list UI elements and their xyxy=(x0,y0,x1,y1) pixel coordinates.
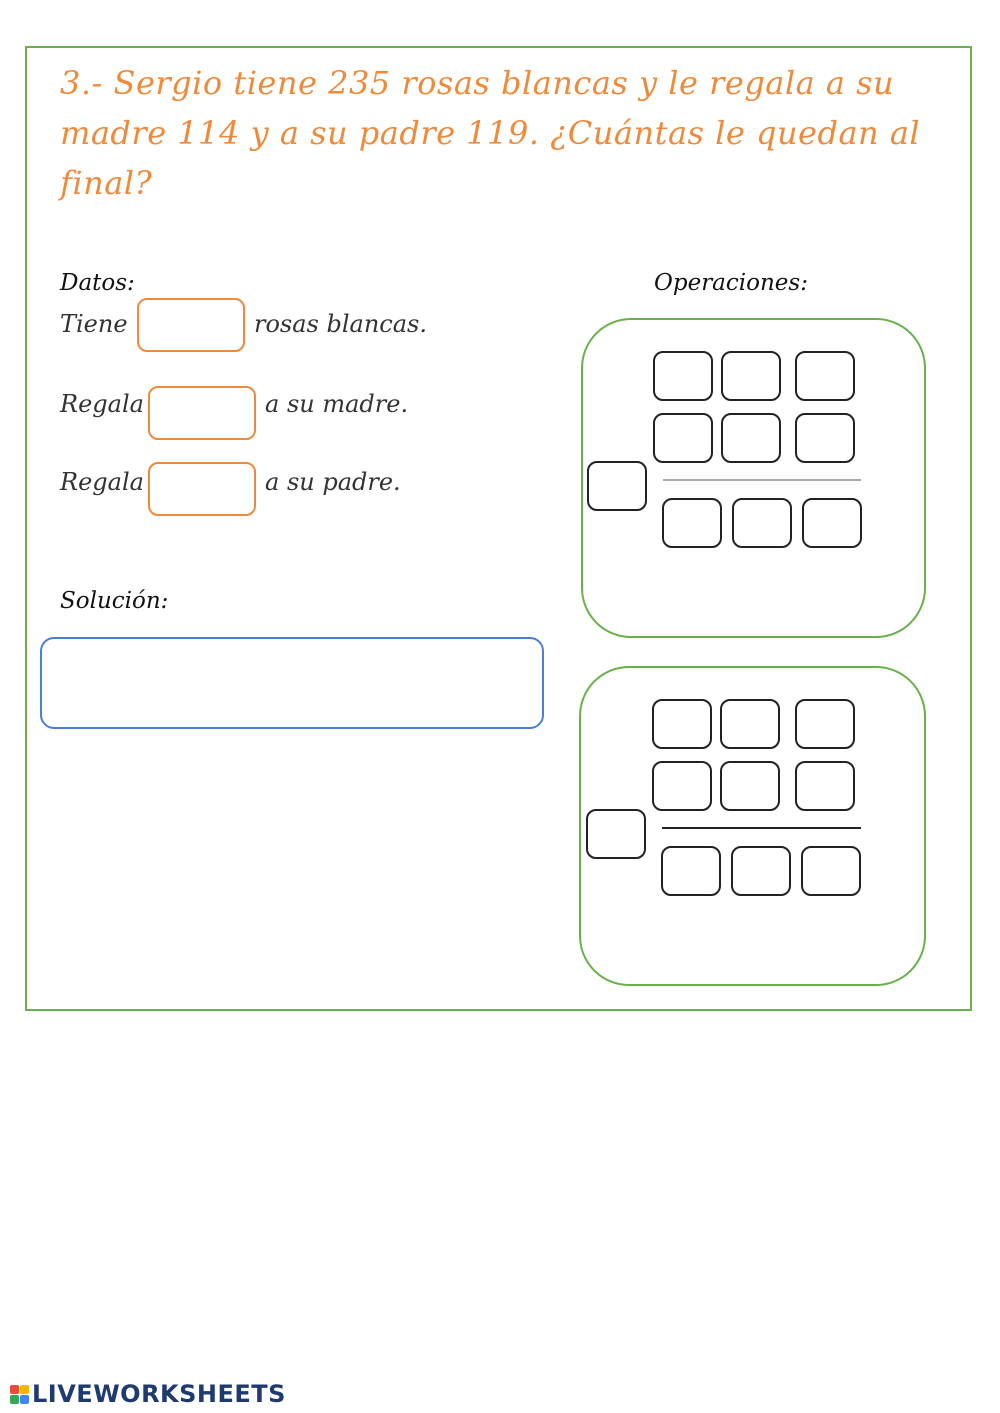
solution-input[interactable] xyxy=(40,637,544,729)
op1-result-tens-cell[interactable] xyxy=(732,498,792,548)
op1-result-rule xyxy=(663,479,861,481)
datos-line-1-before: Tiene xyxy=(60,310,128,338)
datos-line-3-before: Regala xyxy=(60,468,144,496)
problem-statement: 3.- Sergio tiene 235 rosas blancas y le regala a su madre 114 y a su padre 119. ¿Cuántas le quedan al final? xyxy=(60,64,921,202)
op1-row2-tens-cell[interactable] xyxy=(721,413,781,463)
op1-row1-hundreds-cell[interactable] xyxy=(653,351,713,401)
op2-row1-units-cell[interactable] xyxy=(795,699,855,749)
op2-operator-cell[interactable] xyxy=(586,809,646,859)
operaciones-heading: Operaciones: xyxy=(654,270,808,296)
op2-result-hundreds-cell[interactable] xyxy=(661,846,721,896)
solucion-heading: Solución: xyxy=(60,588,169,614)
op1-row1-tens-cell[interactable] xyxy=(721,351,781,401)
op1-row1-units-cell[interactable] xyxy=(795,351,855,401)
rosas-total-input[interactable] xyxy=(137,298,245,352)
op2-result-units-cell[interactable] xyxy=(801,846,861,896)
datos-line-2-after: a su madre. xyxy=(265,390,409,418)
liveworksheets-brand[interactable] xyxy=(10,1380,286,1408)
op2-result-rule xyxy=(662,827,861,829)
regala-padre-input[interactable] xyxy=(148,462,256,516)
datos-heading: Datos: xyxy=(60,270,135,296)
datos-line-1-after: rosas blancas. xyxy=(254,310,427,338)
datos-line-2-before: Regala xyxy=(60,390,144,418)
brand-name: LIVEWORKSHEETS xyxy=(32,1380,286,1408)
op2-row1-hundreds-cell[interactable] xyxy=(652,699,712,749)
op2-row2-units-cell[interactable] xyxy=(795,761,855,811)
op2-result-tens-cell[interactable] xyxy=(731,846,791,896)
op2-row2-tens-cell[interactable] xyxy=(720,761,780,811)
liveworksheets-logo-icon xyxy=(10,1385,29,1404)
op1-row2-units-cell[interactable] xyxy=(795,413,855,463)
datos-line-3-after: a su padre. xyxy=(265,468,401,496)
regala-madre-input[interactable] xyxy=(148,386,256,440)
op1-row2-hundreds-cell[interactable] xyxy=(653,413,713,463)
op1-result-units-cell[interactable] xyxy=(802,498,862,548)
op2-row2-hundreds-cell[interactable] xyxy=(652,761,712,811)
op1-operator-cell[interactable] xyxy=(587,461,647,511)
op1-result-hundreds-cell[interactable] xyxy=(662,498,722,548)
op2-row1-tens-cell[interactable] xyxy=(720,699,780,749)
